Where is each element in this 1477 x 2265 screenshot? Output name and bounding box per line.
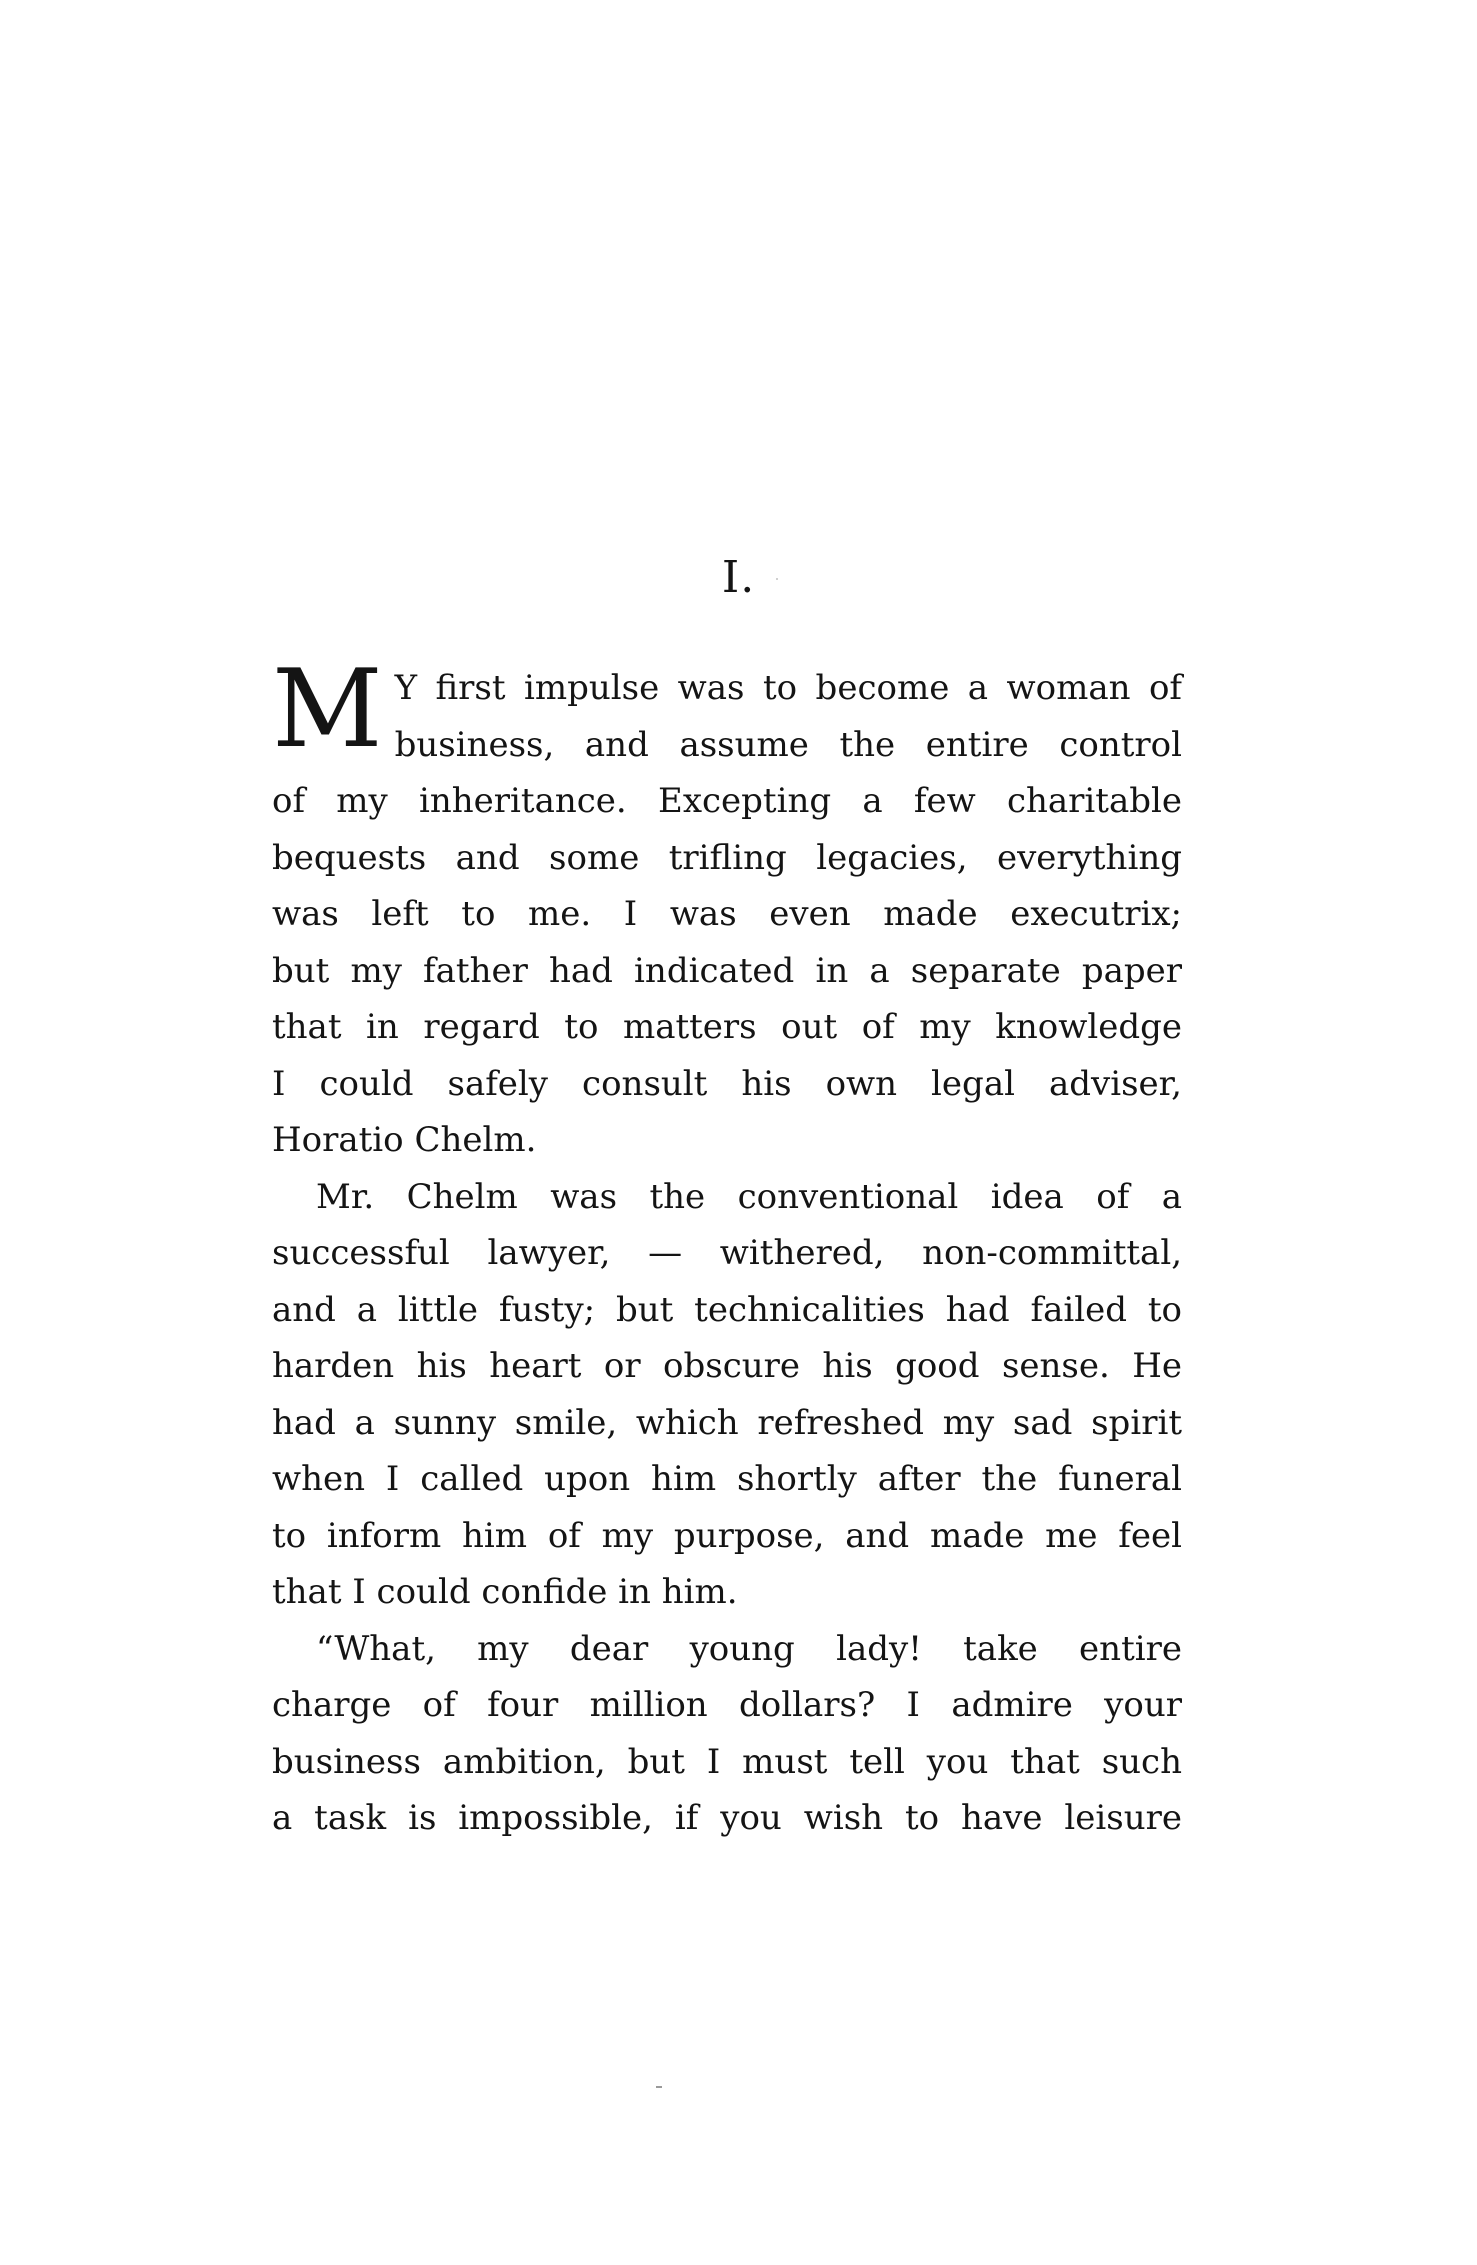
chapter-number: I. bbox=[721, 552, 756, 603]
text-line: business, and assume the entire control bbox=[394, 724, 1182, 765]
text-line: Horatio Chelm. bbox=[272, 1120, 537, 1160]
text-line: bequests and some trifling legacies, everything bbox=[272, 837, 1182, 878]
text-line: when I called upon him shortly after the funeral bbox=[272, 1459, 1182, 1499]
text-line: Y first impulse was to become a woman of bbox=[394, 668, 1182, 708]
text-line: charge of four million dollars? I admire your bbox=[272, 1685, 1182, 1725]
paragraph-2 bbox=[272, 1169, 1182, 1621]
text-line: successful lawyer, — withered, non-committal, bbox=[272, 1233, 1182, 1273]
text-line: to inform him of my purpose, and made me feel bbox=[272, 1515, 1182, 1556]
text-line: a task is impossible, if you wish to have leisure bbox=[272, 1798, 1182, 1838]
text-line: of my inheritance. Excepting a few charitable bbox=[272, 781, 1182, 821]
text-line: I could safely consult his own legal adviser, bbox=[272, 1063, 1182, 1104]
text-line: and a little fusty; but technicalities had failed to bbox=[272, 1289, 1182, 1330]
text-line: had a sunny smile, which refreshed my sad spirit bbox=[272, 1402, 1182, 1443]
body-text bbox=[272, 647, 1182, 1847]
text-line: that in regard to matters out of my knowledge bbox=[272, 1007, 1182, 1047]
paragraph-3 bbox=[272, 1621, 1182, 1847]
text-line: was left to me. I was even made executrix; bbox=[272, 894, 1182, 934]
page-mark bbox=[656, 2086, 662, 2088]
paragraph-1 bbox=[272, 647, 1182, 1169]
text-line: that I could confide in him. bbox=[272, 1572, 738, 1612]
text-line: “What, my dear young lady! take entire bbox=[316, 1628, 1182, 1669]
text-line: but my father had indicated in a separate paper bbox=[272, 950, 1182, 991]
drop-cap: M bbox=[272, 647, 383, 772]
text-line: business ambition, but I must tell you that such bbox=[272, 1741, 1182, 1782]
text-line: Mr. Chelm was the conventional idea of a bbox=[316, 1176, 1182, 1217]
text-line: harden his heart or obscure his good sense. He bbox=[272, 1346, 1182, 1386]
